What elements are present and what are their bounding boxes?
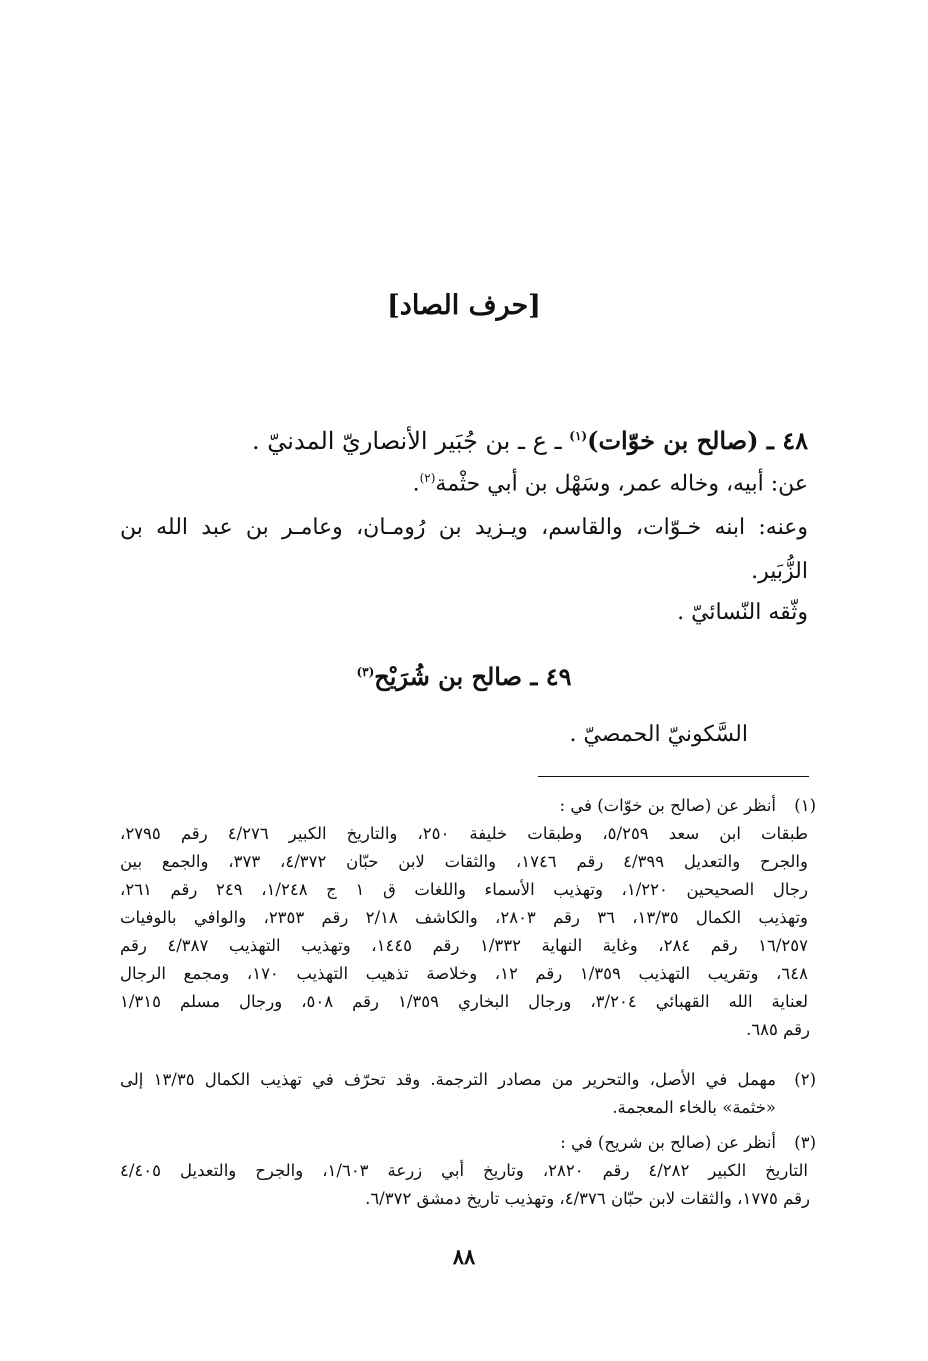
footnote-3-line: أنظر عن (صالح بن شريح) في : [560, 1133, 776, 1152]
footnote-ref-1: (١) [569, 429, 588, 443]
page-number: ٨٨ [452, 1244, 476, 1269]
footnote-1-line: رقم ٦٨٥. [746, 1020, 810, 1039]
footnote-1-line: ١٦/٢٥٧ رقم ٢٨٤، وغاية النهاية ١/٣٣٢ رقم ١٤٤٥، وتهذيب التهذيب ٤/٣٨٧ رقم [120, 936, 808, 955]
entry-49-name: صالح بن شُرَيْح [374, 662, 522, 691]
footnote-1-line: والجرح والتعديل ٤/٣٩٩ رقم ١٧٤٦، والثقات لابن حبّان ٤/٣٧٢، ٣٧٣، والجمع بين [120, 852, 808, 871]
footnote-3-line: التاريخ الكبير ٤/٢٨٢ رقم ٢٨٢٠، وتاريخ أبي زرعة ١/٦٠٣، والجرح والتعديل ٤/٤٠٥ [120, 1161, 808, 1180]
footnote-2-line: «خثمة» بالخاء المعجمة. [612, 1098, 776, 1117]
entry-48-number: ٤٨ ـ [766, 426, 808, 455]
footnote-3-marker: (٣) [794, 1133, 816, 1152]
entry-48-name: (صالح بن خوّات) [587, 426, 759, 455]
footnote-1-line: لعناية الله القهبائي ٣/٢٠٤، ورجال البخاري ١/٣٥٩ رقم ٥٠٨، ورجال مسلم ١/٣١٥ [120, 992, 808, 1011]
footnote-separator [538, 776, 809, 777]
footnote-1-line: طبقات ابن سعد ٥/٢٥٩، وطبقات خليفة ٢٥٠، والتاريخ الكبير ٤/٢٧٦ رقم ٢٧٩٥، [120, 824, 809, 843]
entry-48-heading [252, 426, 808, 455]
entry-49-number: ٤٩ ـ [530, 662, 572, 691]
footnote-1-line: ٦٤٨، وتقريب التهذيب ١/٣٥٩ رقم ١٢، وخلاصة تذهيب التهذيب ١٧٠، ومجمع الرجال [120, 964, 808, 983]
footnote-1-line: رجال الصحيحين ١/٢٢٠، وتهذيب الأسماء واللغات ق ١ ج ١/٢٤٨، ٢٤٩ رقم ٢٦١، [120, 880, 809, 899]
entry-48-teachers [413, 471, 808, 496]
footnote-1-line: أنظر عن (صالح بن خوّات) في : [559, 796, 776, 815]
footnote-ref-2: (٢) [419, 471, 436, 485]
section-title: [حرف الصاد] [387, 290, 541, 321]
footnote-2-marker: (٢) [794, 1070, 816, 1089]
entry-48-teachers-text: عن: أبيه، وخاله عمر، وسَهْل بن أبي حثْمة [435, 471, 808, 497]
footnote-2-line: مهمل في الأصل، والتحرير من مصادر الترجمة. وقد تحرّف في تهذيب الكمال ١٣/٣٥ إلى [120, 1070, 776, 1089]
entry-48-students-line-2: الزُّبَير. [751, 559, 808, 584]
footnote-1-marker: (١) [794, 796, 816, 815]
entry-48-teachers-end: . [412, 471, 420, 497]
footnote-ref-3: (٣) [356, 665, 375, 679]
footnote-3-line: رقم ١٧٧٥، والثقات لابن حبّان ٤/٣٧٦، وتهذيب تاريخ دمشق ٦/٣٧٢. [365, 1189, 810, 1208]
entry-48-grade: وثّقه النّسائيّ . [677, 600, 808, 625]
entry-49-heading [0, 662, 928, 691]
footnote-1-line: وتهذيب الكمال ١٣/٣٥، ٣٦ رقم ٢٨٠٣، والكاشف ٢/١٨ رقم ٢٣٥٣، والوافي بالوفيات [120, 908, 809, 927]
entry-48-lineage: ـ ع ـ بن جُبَير الأنصاريّ المدنيّ . [252, 427, 570, 455]
entry-48-students-line-1: وعنه: ابنه خـوّات، والقاسم، ويـزيد بن رُومـان، وعامـر بن عبد الله بن [120, 515, 808, 540]
entry-49-description: السَّكونيّ الحمصيّ . [569, 722, 748, 747]
